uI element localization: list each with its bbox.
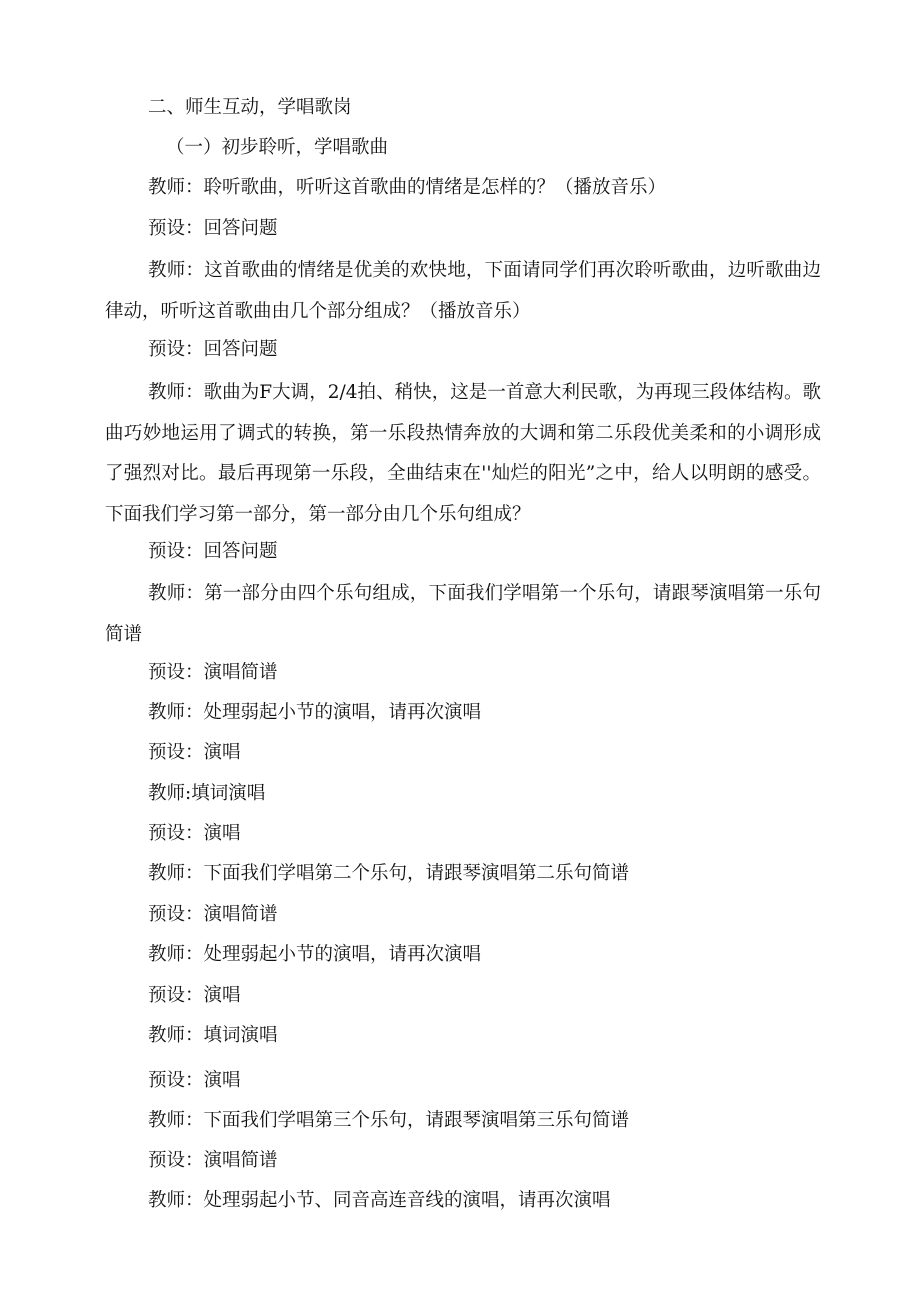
paragraph: 教师：下面我们学唱第三个乐句，请跟琴演唱第三乐句简谱 <box>148 1110 630 1131</box>
paragraph: 预设：回答问题 <box>148 541 278 562</box>
paragraph: 预设：演唱简谱 <box>148 904 278 925</box>
paragraph: 预设：演唱 <box>148 985 241 1006</box>
paragraph: 教师：歌曲为F大调，2/4拍、稍快，这是一首意大利民歌，为再现三段体结构。歌曲巧妙地运用了调式的转换，第一乐段热情奔放的大调和第二乐段优美柔和的小调形成了强烈对比。最后再现第一乐段，全曲结束在''灿烂的阳光”之中，给人以明朗的感受。下面我们学习第一部分，第一部分由几个乐句组成？ <box>105 382 821 525</box>
paragraph: 预设：回答问题 <box>148 339 278 360</box>
paragraph: 教师：处理弱起小节的演唱，请再次演唱 <box>148 944 482 965</box>
paragraph: 教师：第一部分由四个乐句组成，下面我们学唱第一个乐句，请跟琴演唱第一乐句简谱 <box>105 583 821 645</box>
paragraph: 教师：处理弱起小节、同音高连音线的演唱，请再次演唱 <box>148 1190 611 1211</box>
paragraph: 教师:填词演唱 <box>148 783 266 804</box>
paragraph: 预设：回答问题 <box>148 218 278 239</box>
paragraph: 教师：这首歌曲的情绪是优美的欢快地，下面请同学们再次聆听歌曲，边听歌曲边律动，听听这首歌曲由几个部分组成？（播放音乐） <box>105 260 821 322</box>
paragraph: 教师：处理弱起小节的演唱，请再次演唱 <box>148 702 482 723</box>
paragraph: 预设：演唱 <box>148 1070 241 1091</box>
paragraph: 预设：演唱简谱 <box>148 662 278 683</box>
paragraph: 教师：下面我们学唱第二个乐句，请跟琴演唱第二乐句简谱 <box>148 863 630 884</box>
paragraph: 预设：演唱简谱 <box>148 1150 278 1171</box>
paragraph: 教师：填词演唱 <box>148 1025 278 1046</box>
section-heading: 二、师生互动，学唱歌岗 <box>148 97 352 118</box>
subsection-heading: （一）初步聆听，学唱歌曲 <box>166 137 389 158</box>
paragraph: 教师：聆听歌曲，听听这首歌曲的情绪是怎样的？（播放音乐） <box>148 177 667 198</box>
paragraph: 预设：演唱 <box>148 823 241 844</box>
paragraph: 预设：演唱 <box>148 742 241 763</box>
